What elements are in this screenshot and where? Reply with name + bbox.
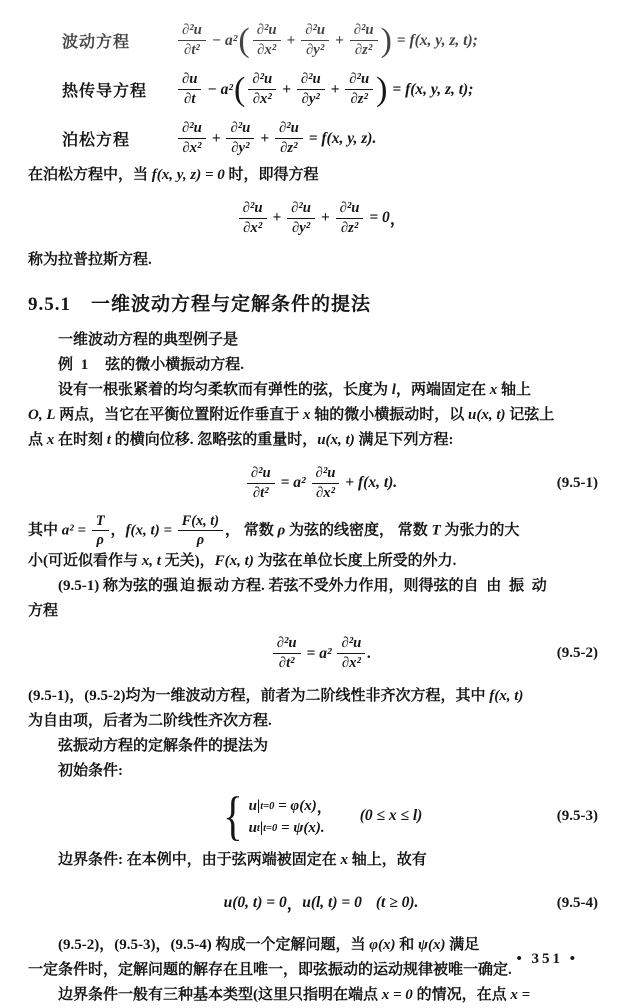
paragraph-line (28, 403, 614, 428)
paragraph-line (28, 983, 614, 1008)
fraction (275, 120, 303, 157)
case-line (249, 796, 332, 817)
fraction (345, 71, 373, 108)
math-run: x (303, 407, 311, 423)
labeled-equation-row (28, 114, 614, 163)
fraction-numerator: ∂²u (345, 71, 373, 90)
text-run: 设有一根张紧着的均匀柔软而有弹性的弦，长度为 (58, 382, 392, 398)
text-run: 轴的微小横振动时，以 (310, 407, 469, 423)
text-run: ， (316, 799, 332, 816)
fraction-denominator: ∂x² (257, 42, 277, 58)
math-run: x = 0 (381, 987, 413, 1004)
text-run: 为弦在单位长度上所受的外力. (253, 552, 457, 569)
math-run: − a² (207, 31, 238, 49)
fraction-denominator: ∂x² (252, 91, 272, 107)
fraction-numerator: ∂²u (350, 22, 378, 41)
math-run: u(l, t) = 0 (302, 894, 362, 912)
fraction (247, 465, 275, 502)
text-run: 和 (395, 937, 418, 954)
equation-formula (176, 71, 473, 108)
fraction-denominator: ∂z² (354, 42, 373, 58)
text-run: 边界条件: 在本例中，由于弦两端被固定在 (58, 852, 341, 869)
math-run: x, t (141, 552, 161, 569)
text-run: 无关)， (160, 552, 215, 569)
paragraph-line: 一定条件时，定解问题的解存在且唯一，即弦振动的运动规律被唯一确定. (28, 962, 512, 979)
paragraph-line: 初始条件: (58, 762, 123, 779)
math-run: O, L (28, 407, 56, 423)
display-equation (28, 196, 614, 240)
display-equation-9.5-3 (28, 785, 614, 846)
fraction (253, 22, 281, 59)
text-run: 满足下列方程: (354, 432, 454, 448)
fraction (92, 513, 109, 549)
big-parenthesis: ) (380, 21, 392, 59)
paragraph-line (28, 848, 614, 873)
math-run: a² = (61, 522, 90, 539)
text-run: 其中 (28, 522, 62, 539)
fraction-denominator: ∂t² (184, 42, 200, 58)
fraction (178, 513, 223, 549)
subscript: t=0 (263, 822, 278, 834)
fraction-numerator: ∂²u (337, 635, 365, 654)
fraction-numerator: ∂²u (275, 120, 303, 139)
fraction-denominator: ∂x² (341, 655, 361, 672)
paragraph-line (28, 163, 614, 188)
math-run: = a² (276, 474, 310, 491)
fraction (178, 71, 201, 108)
math-run: + (326, 80, 344, 98)
big-parenthesis: ) (376, 70, 388, 108)
text-run: 为弦的线密度， 常数 (285, 522, 432, 539)
emphasized-term: 强迫振动 (163, 577, 232, 594)
fraction (297, 71, 325, 108)
fraction-denominator: ∂y² (301, 91, 320, 107)
section-heading: 9.5.1 一维波动方程与定解条件的提法 (28, 294, 372, 315)
fraction-numerator: ∂²u (312, 465, 340, 484)
math-run: = f(x, y, z). (304, 129, 377, 147)
fraction-numerator: ∂²u (226, 120, 254, 139)
case-line (249, 820, 325, 837)
text-run: 在泊松方程中，当 (28, 167, 152, 183)
fraction-denominator: ρ (96, 532, 104, 549)
fraction-numerator: T (92, 513, 109, 531)
math-run: x (489, 382, 498, 398)
fraction (336, 200, 364, 237)
text-run: 轴上，故有 (348, 852, 427, 869)
labeled-equation-row (28, 16, 614, 65)
math-run: u(0, t) = 0 (223, 894, 287, 912)
fraction (248, 71, 276, 108)
math-run: = f(x, y, z, t); (392, 31, 478, 49)
fraction-numerator: ∂²u (248, 71, 276, 90)
fraction-denominator: ∂x² (315, 484, 335, 501)
text-run: ， (110, 522, 126, 539)
fraction-denominator: ∂z² (280, 140, 298, 156)
big-parenthesis: ( (238, 21, 250, 59)
fraction-numerator: ∂²u (247, 465, 275, 484)
text-run: | (259, 819, 264, 836)
fraction-numerator: ∂²u (301, 22, 329, 41)
text-run: 小(可近似看作与 (28, 552, 142, 569)
equation-number: (9.5-3) (556, 807, 598, 824)
math-run: x (340, 852, 348, 869)
fraction-denominator: ∂t² (278, 655, 295, 672)
text-run: 在时刻 (54, 432, 107, 448)
math-run: u(x, t) (317, 432, 355, 448)
text-run: ，两端固定在 (395, 382, 490, 398)
fraction (337, 635, 365, 672)
math-run: + (282, 31, 300, 49)
fraction (178, 22, 206, 59)
math-run: t (106, 432, 111, 448)
math-run: u (248, 797, 257, 814)
fraction-denominator: ∂t² (252, 484, 269, 501)
paragraph-line (28, 378, 614, 403)
display-equation-9.5-1 (28, 461, 614, 505)
text-run: 的情况，在点 (412, 987, 511, 1004)
fraction-numerator: ∂²u (336, 200, 364, 219)
fraction-numerator: F(x, t) (178, 513, 223, 531)
equation-label: 泊松方程 (62, 132, 131, 149)
math-run: φ(x) (369, 937, 396, 954)
math-run: = ψ(x). (277, 819, 325, 836)
math-run: + f(x, t). (341, 474, 398, 491)
fraction (178, 120, 206, 157)
text-run: (9.5-1) 称为弦的 (58, 577, 163, 594)
fraction-numerator: ∂²u (287, 200, 315, 219)
labeled-equation-row (28, 65, 614, 114)
math-run: (0 ≤ x ≤ l) (359, 807, 423, 825)
text-run: 时，即得方程 (224, 167, 319, 183)
math-run: − a² (203, 80, 234, 98)
text-run: 弦的微小横振动方程. (90, 357, 245, 373)
paragraph-line (28, 684, 614, 709)
paragraph-line: 称为拉普拉斯方程. (28, 252, 152, 268)
math-run: = f(x, y, z, t); (388, 80, 474, 98)
display-equation-9.5-4 (28, 881, 614, 925)
fraction-numerator: ∂²u (253, 22, 281, 41)
math-run: + (278, 80, 295, 98)
fraction-numerator: ∂u (178, 71, 201, 90)
paragraph-line: 一维波动方程的典型例子是 (58, 332, 239, 348)
fraction (239, 200, 267, 237)
equation-label: 波动方程 (62, 34, 131, 51)
text-run: ， 常数 (224, 522, 278, 539)
paragraph-line (28, 428, 614, 453)
equation-formula (220, 785, 423, 846)
math-run: l (391, 382, 396, 398)
math-run: + (256, 129, 273, 147)
text-run: 轴上 (497, 382, 531, 398)
equation-formula (271, 635, 371, 672)
equation-formula (176, 120, 376, 157)
paragraph-line (28, 513, 614, 549)
fraction (312, 465, 340, 502)
fraction-numerator: ∂²u (178, 120, 206, 139)
math-run: + (331, 31, 348, 49)
display-equation-9.5-2 (28, 632, 614, 676)
subscript: t=0 (260, 800, 275, 812)
math-run: f(x, y, z) = 0 (151, 167, 225, 183)
big-parenthesis: ( (234, 70, 246, 108)
math-run: x (46, 432, 55, 448)
equation-number: (9.5-2) (556, 645, 598, 662)
fraction-denominator: ∂z² (350, 91, 368, 107)
emphasized-term: 自 由 振 动 (463, 577, 549, 594)
fraction-denominator: ρ (196, 532, 205, 549)
math-run: . (367, 644, 372, 662)
equation-formula (224, 892, 419, 914)
fraction-denominator: ∂x² (182, 140, 202, 156)
paragraph-line: 方程 (28, 602, 59, 619)
paragraph-line (28, 353, 614, 378)
math-run: + (268, 209, 286, 226)
fraction-numerator: ∂²u (178, 22, 206, 41)
text-run: 记弦上 (505, 407, 555, 423)
math-run: + (317, 209, 334, 226)
math-run: f(x, t) = (125, 522, 176, 539)
fraction-numerator: ∂²u (297, 71, 325, 90)
fraction-denominator: ∂y² (306, 42, 325, 58)
text-run: 满足 (445, 937, 480, 954)
math-run: + (207, 129, 225, 147)
fraction (273, 635, 301, 672)
paragraph-line (28, 549, 614, 574)
fraction-numerator: ∂²u (273, 635, 301, 654)
text-run: | (256, 797, 261, 814)
left-brace: { (222, 785, 243, 846)
fraction-numerator: ∂²u (239, 200, 267, 219)
fraction-denominator: ∂z² (340, 219, 359, 236)
math-run: T (431, 522, 441, 539)
fraction (226, 120, 254, 157)
paragraph-line (28, 574, 614, 599)
text-run: 两点，当它在平衡位置附近作垂直于 (55, 407, 304, 423)
subscript: t (256, 822, 260, 834)
math-run: F(x, t) (214, 552, 254, 569)
equation-formula (237, 200, 406, 237)
fraction-denominator: ∂y² (291, 219, 311, 236)
math-run: f(x, t) (489, 687, 524, 704)
equation-label: 热传导方程 (62, 83, 148, 100)
cases-column (249, 796, 332, 837)
math-run: = a² (302, 644, 336, 662)
fraction (301, 22, 329, 59)
text-run: (9.5-2)，(9.5-3)，(9.5-4) 构成一个定解问题，当 (58, 937, 370, 954)
text-run: 边界条件一般有三种基本类型(这里只指明在端点 (58, 987, 382, 1004)
fraction (287, 200, 315, 237)
paragraph-line: 为自由项，后者为二阶线性齐次方程. (28, 712, 272, 729)
equation-formula (245, 465, 397, 502)
text-run: (9.5-1)，(9.5-2)均为一维波动方程，前者为二阶线性非齐次方程，其中 (28, 687, 490, 704)
math-run: = φ(x) (274, 797, 317, 814)
fraction-denominator: ∂x² (243, 219, 263, 236)
text-run: 方程. 若弦不受外力作用，则得弦的 (231, 577, 464, 594)
page-number: • 351 • (516, 951, 578, 967)
math-run: u(x, t) (468, 407, 506, 423)
paragraph-line: 弦振动方程的定解条件的提法为 (58, 737, 269, 754)
math-run: ρ (277, 522, 286, 539)
text-run: 的横向位移. 忽略弦的重量时， (110, 432, 318, 448)
equation-formula (176, 22, 478, 59)
text-run: ， (389, 211, 406, 228)
math-run: = 0 (365, 209, 390, 226)
math-run: x = (510, 987, 531, 1004)
text-run: 点 (28, 432, 47, 448)
equation-number: (9.5-4) (556, 894, 598, 911)
emphasized-term: 例 1 (58, 357, 91, 373)
fraction-denominator: ∂y² (231, 140, 250, 156)
fraction-denominator: ∂t (184, 91, 196, 107)
math-run: u (248, 819, 257, 836)
fraction (350, 22, 378, 59)
math-run: (t ≥ 0). (375, 894, 419, 912)
text-run: ， (286, 896, 303, 914)
equation-number: (9.5-1) (556, 474, 598, 491)
text-run: 为张力的大 (440, 522, 520, 539)
math-run: ψ(x) (418, 937, 446, 954)
cases-group (220, 785, 332, 846)
